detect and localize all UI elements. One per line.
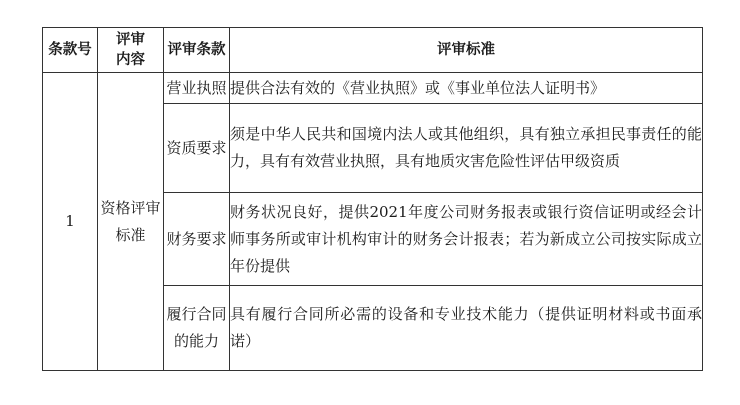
table-row (43, 73, 703, 104)
standard-qualification: 须是中华人民共和国境内法人或其他组织，具有独立承担民事责任的能力，具有有效营业执照，具有地质灾害危险性评估甲级资质 (230, 104, 703, 193)
header-review-clause: 评审条款 (164, 28, 230, 73)
clause-business-license: 营业执照 (164, 73, 230, 104)
header-row (43, 28, 703, 73)
standard-contract-capability: 具有履行合同所必需的设备和专业技术能力（提供证明材料或书面承诺） (230, 286, 703, 371)
standard-financial: 财务状况良好，提供2021年度公司财务报表或银行资信证明或经会计师事务所或审计机构审计的财务会计报表；若为新成立公司按实际成立年份提供 (230, 193, 703, 286)
clause-financial: 财务要求 (164, 193, 230, 286)
header-review-standard: 评审标准 (230, 28, 703, 73)
standard-business-license: 提供合法有效的《营业执照》或《事业单位法人证明书》 (230, 73, 703, 104)
header-review-content: 评审 内容 (98, 28, 164, 73)
evaluation-table (42, 27, 703, 371)
clause-qualification: 资质要求 (164, 104, 230, 193)
clause-number: 1 (43, 73, 98, 371)
header-clause-no: 条款号 (43, 28, 98, 73)
clause-contract-capability: 履行合同的能力 (164, 286, 230, 371)
review-content: 资格评审标准 (98, 73, 164, 371)
